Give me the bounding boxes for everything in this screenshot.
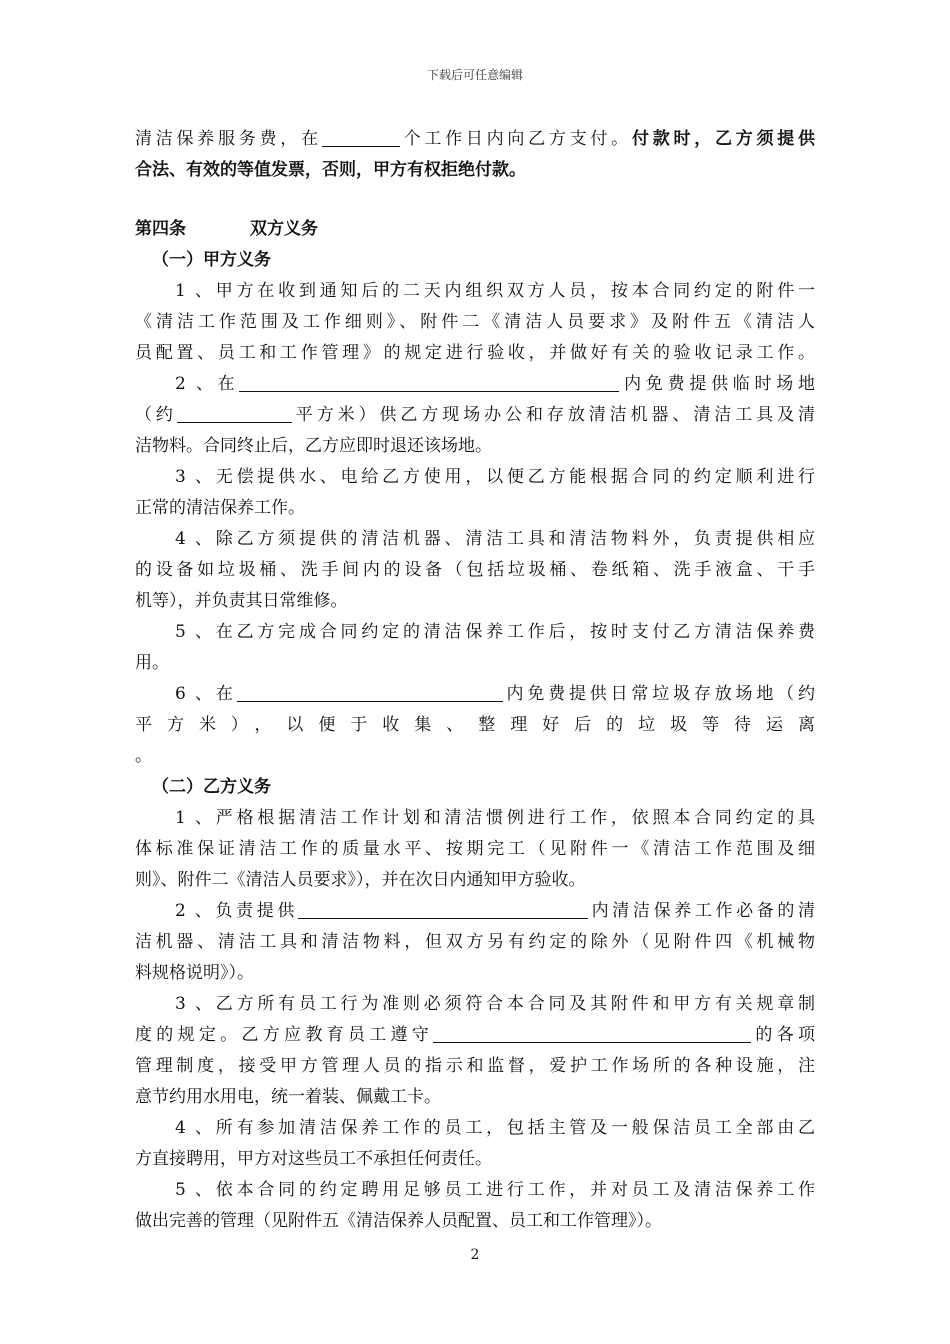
b-item-3-text: 的各项: [751, 1025, 815, 1045]
a-item-4-line: 4 、除乙方须提供的清洁机器、清洁工具和清洁物料外，负责提供相应: [175, 529, 815, 549]
a-item-2-line: [135, 400, 815, 431]
b-item-1-line: 则》、附件二《清洁人员要求》），并在次日内通知甲方验收。: [135, 870, 586, 890]
payment-line-2: 合法、有效的等值发票，否则，甲方有权拒绝付款。: [135, 160, 526, 180]
a-item-1-line: 员配置、员工和工作管理》的规定进行验收，并做好有关的验收记录工作。: [135, 343, 815, 363]
a-item-2-line: 洁物料。合同终止后，乙方应即时退还该场地。: [135, 436, 492, 456]
payment-text: 清洁保养服务费，在: [135, 129, 322, 149]
payment-line-1: [135, 124, 815, 155]
a-item-2-line: [135, 369, 815, 400]
b-item-4-line: 方直接聘用，甲方对这些员工不承担任何责任。: [135, 1149, 492, 1169]
b-item-3-line: [135, 1020, 815, 1051]
document-body: [135, 124, 815, 1237]
days-blank: [322, 126, 400, 147]
a-item-4-line: 的设备如垃圾桶、洗手间内的设备（包括垃圾桶、卷纸箱、洗手液盒、干手: [135, 560, 815, 580]
a-item-6-text: 内免费提供日常垃圾存放场地（约: [502, 684, 815, 704]
a-item-2-text: 平方米）供乙方现场办公和存放清洁机器、清洁工具及清: [291, 405, 815, 425]
a-item-4-line: 机等），并负责其日常维修。: [135, 591, 348, 611]
site-blank: [239, 371, 619, 392]
a-item-6-line: [135, 679, 815, 710]
article-heading: [135, 214, 815, 245]
b-item-2-text: 2 、负责提供: [175, 901, 299, 921]
b-item-5-line: 做出完善的管理（见附件五《清洁保养人员配置、员工和工作管理》）。: [135, 1211, 662, 1231]
a-item-6-line: 。: [135, 746, 152, 766]
page-number: 2: [470, 1247, 480, 1263]
article-number: 第四条: [135, 219, 186, 239]
b-item-2-line: 料规格说明》）。: [135, 963, 254, 983]
payment-text: 个工作日内向乙方支付。: [399, 129, 632, 149]
b-item-3-line: 3 、乙方所有员工行为准则必须符合本合同及其附件和甲方有关规章制: [175, 994, 815, 1014]
b-item-2-line: 洁机器、清洁工具和清洁物料，但双方另有约定的除外（见附件四《机械物: [135, 932, 815, 952]
a-item-5-line: 5 、在乙方完成合同约定的清洁保养工作后，按时支付乙方清洁保养费: [175, 622, 815, 642]
b-item-4-line: 4 、所有参加清洁保养工作的员工，包括主管及一般保洁员工全部由乙: [175, 1118, 815, 1138]
a-item-3-line: 正常的清洁保养工作。: [135, 498, 305, 518]
page-header: 下载后可任意编辑: [426, 68, 523, 82]
payment-bold-text: 付款时，乙方须提供: [631, 129, 815, 149]
party-a-heading: （一）甲方义务: [152, 250, 271, 270]
supply-blank: [298, 898, 588, 919]
a-item-2-text: 2 、在: [175, 374, 240, 394]
b-item-2-line: [135, 896, 815, 927]
b-item-3-line: 意节约用水用电，统一着装、佩戴工卡。: [135, 1087, 441, 1107]
a-item-2-text: 内免费提供临时场地: [619, 374, 815, 394]
a-item-3-line: 3 、无偿提供水、电给乙方使用，以便乙方能根据合同的约定顺利进行: [175, 467, 815, 487]
a-item-6-text: 6 、在: [175, 684, 237, 704]
rules-blank: [433, 1022, 751, 1043]
party-b-heading: （二）乙方义务: [152, 777, 271, 797]
a-item-1-line: 《清洁工作范围及工作细则》、附件二《清洁人员要求》及附件五《清洁人: [135, 312, 815, 332]
b-item-5-line: 5 、依本合同的约定聘用足够员工进行工作，并对员工及清洁保养工作: [175, 1180, 815, 1200]
a-item-6-line: 平方米），以便于收集、整理好后的垃圾等待运离: [135, 715, 815, 735]
article-title: 双方义务: [250, 219, 318, 239]
b-item-2-text: 内清洁保养工作必备的清: [588, 901, 815, 921]
a-item-5-line: 用。: [135, 653, 169, 673]
garbage-site-blank: [237, 681, 503, 702]
area-blank: [177, 402, 292, 423]
b-item-3-line: 管理制度，接受甲方管理人员的指示和监督，爱护工作场所的各种设施，注: [135, 1056, 815, 1076]
b-item-1-line: 1 、严格根据清洁工作计划和清洁惯例进行工作，依照本合同约定的具: [175, 808, 815, 828]
b-item-3-text: 度的规定。乙方应教育员工遵守: [135, 1025, 434, 1045]
a-item-2-text: （约: [135, 405, 177, 425]
a-item-1-line: 1 、甲方在收到通知后的二天内组织双方人员，按本合同约定的附件一: [175, 281, 815, 301]
b-item-1-line: 体标准保证清洁工作的质量水平、按期完工（见附件一《清洁工作范围及细: [135, 839, 815, 859]
